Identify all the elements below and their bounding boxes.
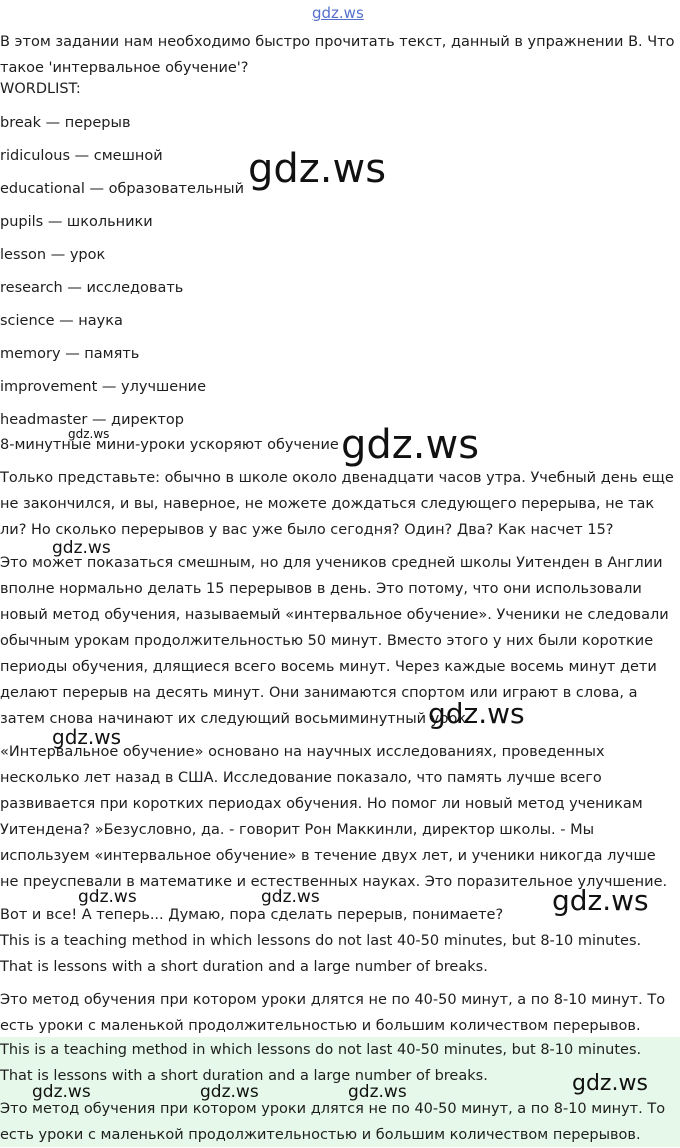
watermark: gdz.ws	[552, 884, 649, 917]
answer-english-highlighted: This is a teaching method in which lessons do not last 40-50 minutes, but 8-10 minutes. That is lessons with a short duration and a large number of breaks.	[0, 1042, 642, 1084]
answer-russian-highlighted: Это метод обучения при котором уроки длятся не по 40-50 минут, а по 8-10 минут. То есть уроки с маленькой продолжительностью и большим количеством перерывов.	[0, 1101, 666, 1143]
watermark: gdz.ws	[52, 538, 111, 558]
article-paragraph: Вот и все! А теперь... Думаю, пора сделать перерыв, понимаете?	[0, 907, 504, 923]
wordlist-title: WORDLIST:	[0, 81, 81, 97]
article-paragraph: Только представьте: обычно в школе около двенадцати часов утра. Учебный день еще не закончился, и вы, наверное, не можете дождаться следующего перерыва, не так ли? Но сколько перерывов у вас уже было сегодня? Один? Два? Как насчет 15?	[0, 470, 674, 538]
wordlist-item: improvement — улучшение	[0, 379, 207, 395]
watermark: gdz.ws	[348, 1082, 407, 1102]
watermark: gdz.ws	[32, 1082, 91, 1102]
watermark: gdz.ws	[52, 725, 122, 749]
wordlist-item: ridiculous — смешной	[0, 148, 163, 164]
wordlist-item: lesson — урок	[0, 247, 106, 263]
wordlist-item: science — наука	[0, 313, 123, 329]
article-title: 8-минутные мини-уроки ускоряют обучение	[0, 437, 339, 453]
article-paragraph: Это может показаться смешным, но для учеников средней школы Уитенден в Англии вполне нормально делать 15 перерывов в день. Это потому, что они использовали новый метод обучения, называемый «интервальное обучение». Ученики не следовали обычным урокам продолжительностью 50 минут. Вместо этого у них были короткие периоды обучения, длящиеся всего восемь минут. Через каждые восемь минут дети делают перерыв на десять минут. Они занимаются спортом или играют в слова, а затем снова начинают их следующий восьмиминутный урок.	[0, 555, 669, 727]
header-site-link[interactable]: gdz.ws	[312, 4, 364, 22]
watermark: gdz.ws	[428, 697, 525, 730]
watermark: gdz.ws	[261, 887, 320, 907]
intro-text: В этом задании нам необходимо быстро прочитать текст, данный в упражнении В. Что такое 'интервальное обучение'?	[0, 34, 675, 76]
watermark: gdz.ws	[68, 427, 110, 441]
watermark: gdz.ws	[248, 146, 387, 192]
answer-english: This is a teaching method in which lessons do not last 40-50 minutes, but 8-10 minutes. That is lessons with a short duration and a large number of breaks.	[0, 933, 642, 975]
article-paragraph: «Интервальное обучение» основано на научных исследованиях, проведенных несколько лет назад в США. Исследование показало, что память лучше всего развивается при коротких периодах обучения. Но помог ли новый метод ученикам Уитендена? »Безусловно, да. - говорит Рон Маккинли, директор школы. - Мы используем «интервальное обучение» в течение двух лет, и ученики никогда лучше не преуспевали в математике и естественных науках. Это поразительное улучшение.	[0, 744, 668, 890]
wordlist-item: research — исследовать	[0, 280, 184, 296]
wordlist-item: pupils — школьники	[0, 214, 153, 230]
watermark: gdz.ws	[572, 1071, 648, 1096]
wordlist-item: educational — образовательный	[0, 181, 245, 197]
answer-russian: Это метод обучения при котором уроки длятся не по 40-50 минут, а по 8-10 минут. То есть уроки с маленькой продолжительностью и большим количеством перерывов.	[0, 992, 666, 1034]
wordlist-item: memory — память	[0, 346, 140, 362]
wordlist-item: headmaster — директор	[0, 412, 184, 428]
wordlist-item: break — перерыв	[0, 115, 131, 131]
watermark: gdz.ws	[78, 887, 137, 907]
watermark: gdz.ws	[200, 1082, 259, 1102]
watermark: gdz.ws	[341, 422, 480, 468]
